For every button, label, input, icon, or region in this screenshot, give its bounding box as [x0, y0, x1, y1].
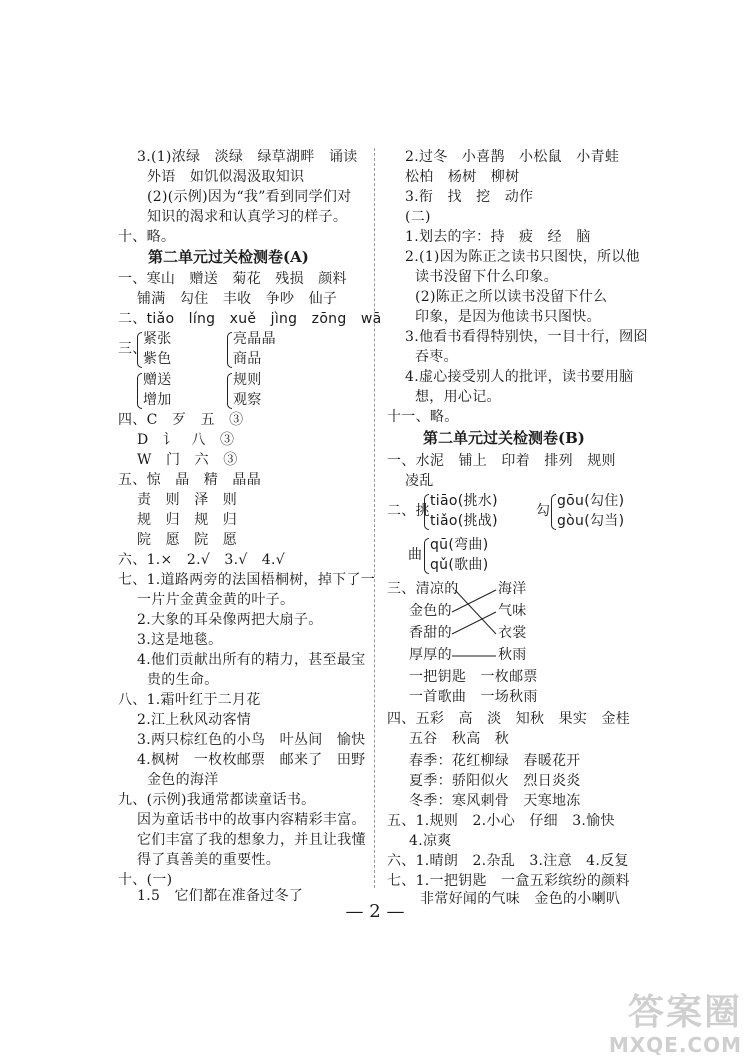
right-line: 一首歌曲 一场秋雨 [409, 689, 538, 705]
left-line: 它们丰富了我的想象力，并且让我懂 [137, 832, 366, 848]
left-line: 4.他们贡献出所有的精力，甚至最宝 [137, 652, 366, 668]
right-line: 五、1.规则 2.小心 仔细 3.愉快 [387, 813, 615, 829]
right-line: 冬季：寒风刺骨 天寒地冻 [409, 793, 581, 809]
right-line: 夏季：骄阳似火 烈日炎炎 [409, 773, 581, 789]
left-line: 五、惊 晶 精 晶晶 [118, 472, 261, 488]
right-line: tiāo(挑水) [430, 493, 498, 509]
right-line: 1.划去的字：持 疲 经 脑 [405, 229, 591, 245]
left-line: 商品 [233, 351, 262, 367]
right-line: 松柏 杨树 柳树 [405, 169, 520, 185]
right-line: (2)陈正之所以读书没留下什么 [415, 289, 608, 305]
right-line: 衣裳 [498, 625, 527, 641]
left-line: 四、C 歹 五 ③ [118, 412, 244, 428]
right-line: 勾 [536, 503, 551, 519]
left-line: 增加 [143, 392, 172, 408]
left-line: 3.两只棕红色的小鸟 叶丛间 愉快 [137, 732, 366, 748]
right-line: 一、水泥 铺上 印着 排列 规则 [387, 453, 616, 469]
left-line: 院 愿 院 愿 [137, 532, 238, 548]
right-line: 香甜的 [409, 625, 452, 641]
left-line: 2.江上秋风动客情 [137, 712, 252, 728]
left-line: 紧张 [143, 331, 172, 347]
left-line: 七、1.道路两旁的法国梧桐树，掉下了一 [118, 572, 376, 588]
left-line: 责 则 泽 则 [137, 492, 238, 508]
right-line: 一把钥匙 一枚邮票 [409, 669, 538, 685]
right-line: 气味 [498, 603, 527, 619]
right-line: gòu(勾当) [557, 513, 625, 529]
right-section-title: 第二单元过关检测卷(B) [423, 429, 585, 447]
left-line: (2)(示例)因为“我”看到同学们对 [147, 189, 352, 205]
left-section-title: 第二单元过关检测卷(A) [148, 248, 309, 266]
right-line: 三、清凉的 [387, 581, 459, 597]
watermark-url: MXQE.COM [608, 1033, 742, 1057]
right-line: 秋雨 [498, 647, 527, 663]
right-line: qū(弯曲) [430, 537, 489, 553]
left-line: 赠送 [143, 372, 172, 388]
left-line: D 讠 八 ③ [137, 432, 235, 448]
right-line: (二) [405, 209, 431, 225]
right-line: 读书没留下什么印象。 [415, 269, 558, 285]
right-line: tiǎo(挑战) [430, 513, 498, 529]
left-line: 二、tiǎo líng xuě jìng zōng wā [118, 311, 382, 327]
right-line: 七、1.一把钥匙 一盒五彩缤纷的颜料 [387, 873, 630, 889]
right-line: 六、1.晴朗 2.杂乱 3.注意 4.反复 [387, 853, 629, 869]
match-line [452, 612, 496, 634]
left-line: 4.枫树 一枚枚邮票 邮来了 田野 [137, 752, 366, 768]
left-line: 因为童话书中的故事内容精彩丰富。 [137, 812, 366, 828]
right-line: 3.衔 找 挖 动作 [405, 189, 534, 205]
left-line: 金色的海洋 [147, 772, 219, 788]
right-line: 吞枣。 [415, 349, 458, 365]
left-line: 九、(示例)我通常都读童话书。 [118, 792, 316, 808]
left-line: 紫色 [143, 351, 172, 367]
left-line: 六、1.× 2.√ 3.√ 4.√ [118, 552, 286, 568]
right-line: 春季：花红柳绿 春暖花开 [409, 753, 581, 769]
left-line: 外语 如饥似渴汲取知识 [147, 169, 305, 185]
match-line [455, 590, 496, 634]
left-line: W 门 六 ③ [137, 452, 238, 468]
right-line: 凌乱 [405, 473, 434, 489]
left-line: 铺满 勾住 丰收 争吵 仙子 [137, 291, 338, 307]
right-line: 2.(1)因为陈正之读书只图快，所以他 [405, 249, 640, 265]
right-line: 二、挑 [387, 503, 430, 519]
right-line: 3.他看书看得特别快，一目十行，囫囵 [405, 329, 648, 345]
left-line: 亮晶晶 [233, 331, 276, 347]
watermark-logo: 答案圈 [627, 992, 742, 1033]
right-line: 2.过冬 小喜鹊 小松鼠 小青蛙 [405, 149, 620, 165]
right-line: 4.凉爽 [409, 833, 452, 849]
left-line: 3.(1)浓绿 淡绿 绿草湖畔 诵读 [137, 149, 358, 165]
left-line: 2.大象的耳朵像两把大扇子。 [137, 612, 323, 628]
right-line: 四、五彩 高 淡 知秋 果实 金桂 [387, 711, 631, 727]
left-line: 贵的生命。 [147, 672, 219, 688]
left-line: 十、(一) [118, 872, 173, 888]
right-line: 印象，是因为他读书只图快。 [415, 309, 601, 325]
left-line: 3.这是地毯。 [137, 632, 223, 648]
watermark [609, 993, 742, 1057]
left-line: 三、 [118, 341, 147, 357]
right-line: 想，用心记。 [415, 389, 501, 405]
left-line: 规则 [233, 372, 262, 388]
right-line: 金色的 [409, 603, 452, 619]
left-line: 得了真善美的重要性。 [137, 852, 280, 868]
right-line: 五谷 秋高 秋 [409, 731, 510, 747]
left-line: 十、略。 [118, 229, 176, 245]
page-number: — 2 — [345, 901, 405, 922]
right-line: qǔ(歌曲) [430, 557, 489, 573]
left-line: 一、寒山 赠送 菊花 残损 颜料 [118, 271, 347, 287]
right-line: 十一、略。 [387, 409, 459, 425]
left-line: 八、1.霜叶红于二月花 [118, 692, 261, 708]
left-line: 知识的渴求和认真学习的样子。 [147, 209, 348, 225]
left-line: 规 归 规 归 [137, 512, 238, 528]
right-line: 4.虚心接受别人的批评，读书要用脑 [405, 369, 634, 385]
left-line: 1.5 它们都在准备过冬了 [137, 888, 304, 904]
right-line: 曲 [408, 547, 423, 563]
left-line: 观察 [233, 392, 262, 408]
right-line: 非常好闻的气味 金色的小喇叭 [420, 891, 621, 907]
right-line: 厚厚的 [409, 647, 452, 663]
right-line: gōu(勾住) [557, 493, 625, 509]
right-line: 海洋 [498, 581, 527, 597]
left-line: 一片片金黄金黄的叶子。 [137, 592, 295, 608]
